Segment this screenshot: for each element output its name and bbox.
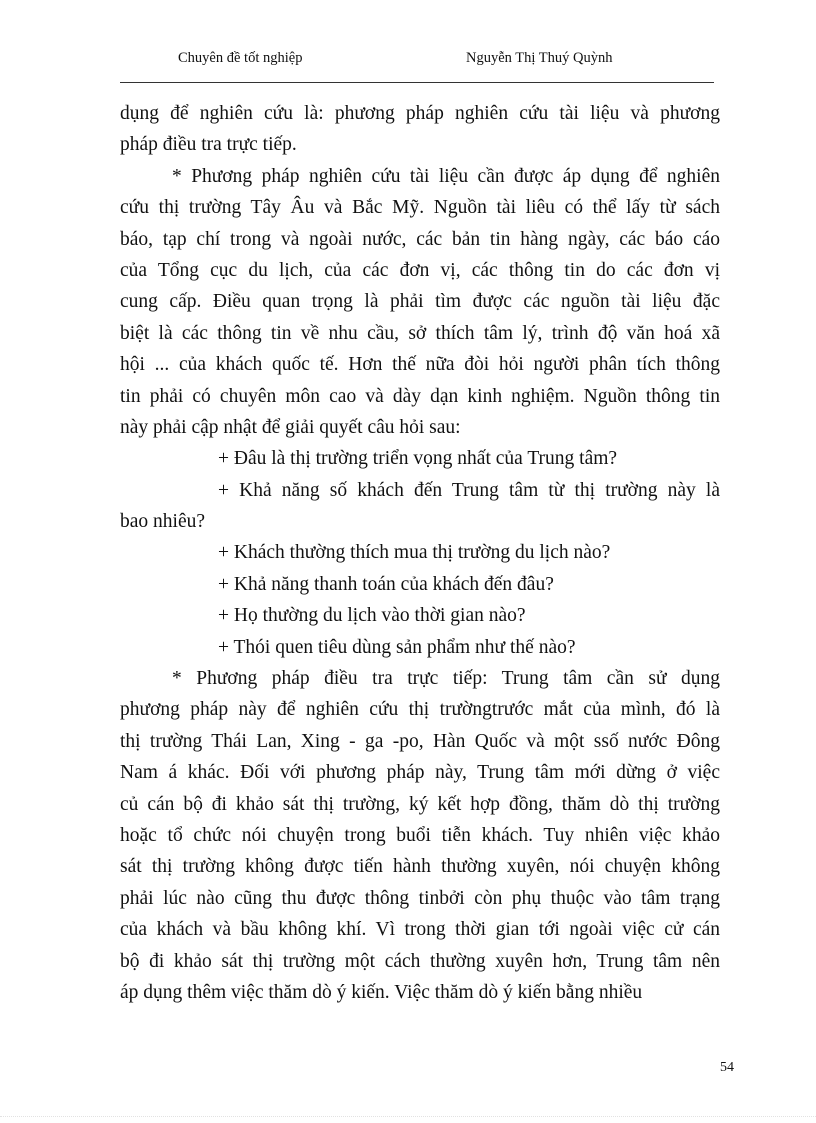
text-line: củ cán bộ đi khảo sát thị trường, ký kết hợp đồng, thăm dò thị trường (120, 793, 720, 815)
text-line: * Phương pháp nghiên cứu tài liệu cần được áp dụng để nghiên (172, 165, 720, 187)
text-line: của khách và bầu không khí. Vì trong thời gian tới ngoài việc cử cán (120, 919, 720, 941)
text-line: bao nhiêu? (120, 511, 206, 533)
text-line: * Phương pháp điều tra trực tiếp: Trung tâm cần sử dụng (172, 668, 720, 690)
text-line: cung cấp. Điều quan trọng là phải tìm được các nguồn tài liệu đặc (120, 291, 720, 313)
text-line: pháp điều tra trực tiếp. (120, 134, 297, 156)
text-line: hội ... của khách quốc tế. Hơn thế nữa đòi hỏi người phân tích thông (120, 354, 720, 376)
text-line: hoặc tổ chức nói chuyện trong buổi tiễn khách. Tuy nhiên việc khảo (120, 824, 720, 846)
bullet-line: + Khả năng thanh toán của khách đến đâu? (218, 573, 554, 595)
text-line: phải lúc nào cũng thu được thông tinbởi còn phụ thuộc vào tâm trạng (120, 887, 720, 909)
bullet-line: + Khả năng số khách đến Trung tâm từ thị trường này là (218, 479, 720, 501)
text-line: bộ đi khảo sát thị trường một cách thường xuyên hơn, Trung tâm nên (120, 950, 720, 972)
bullet-line: + Họ thường du lịch vào thời gian nào? (218, 605, 526, 627)
footer-divider (0, 1116, 816, 1117)
bullet-line: + Đâu là thị trường triển vọng nhất của Trung tâm? (218, 448, 618, 470)
page-number: 54 (720, 1060, 734, 1075)
text-line: sát thị trường không được tiến hành thường xuyên, nói chuyện không (120, 856, 720, 878)
page-header (0, 50, 816, 72)
header-document-type: Chuyên đề tốt nghiệp (178, 50, 303, 66)
text-line: của Tổng cục du lịch, của các đơn vị, các thông tin do các đơn vị (120, 259, 720, 281)
text-line: báo, tạp chí trong và ngoài nước, các bản tin hàng ngày, các báo cáo (120, 228, 720, 250)
body-text (120, 98, 720, 1008)
bullet-line: + Thói quen tiêu dùng sản phẩm như thế nào? (218, 636, 576, 658)
text-line: Nam á khác. Đối với phương pháp này, Trung tâm mới dừng ở việc (120, 762, 720, 784)
text-line: dụng để nghiên cứu là: phương pháp nghiên cứu tài liệu và phương (120, 103, 720, 124)
text-line: biệt là các thông tin về nhu cầu, sở thích tâm lý, trình độ văn hoá xã (120, 322, 720, 344)
bullet-line: + Khách thường thích mua thị trường du lịch nào? (218, 542, 611, 564)
header-divider (120, 82, 714, 83)
text-line: thị trường Thái Lan, Xing - ga -po, Hàn Quốc và một ssố nước Đông (120, 730, 720, 752)
text-line: phương pháp này để nghiên cứu thị trườngtrước mắt của mình, đó là (120, 699, 720, 721)
text-line: tin phải có chuyên môn cao và dày dạn kinh nghiệm. Nguồn thông tin (120, 385, 720, 407)
text-line: cứu thị trường Tây Âu và Bắc Mỹ. Nguồn tài liêu có thể lấy từ sách (120, 197, 720, 219)
text-line: này phải cập nhật để giải quyết câu hỏi sau: (120, 416, 461, 438)
text-line: áp dụng thêm việc thăm dò ý kiến. Việc thăm dò ý kiến bằng nhiều (120, 981, 643, 1003)
header-author-name: Nguyễn Thị Thuý Quỳnh (466, 50, 613, 66)
